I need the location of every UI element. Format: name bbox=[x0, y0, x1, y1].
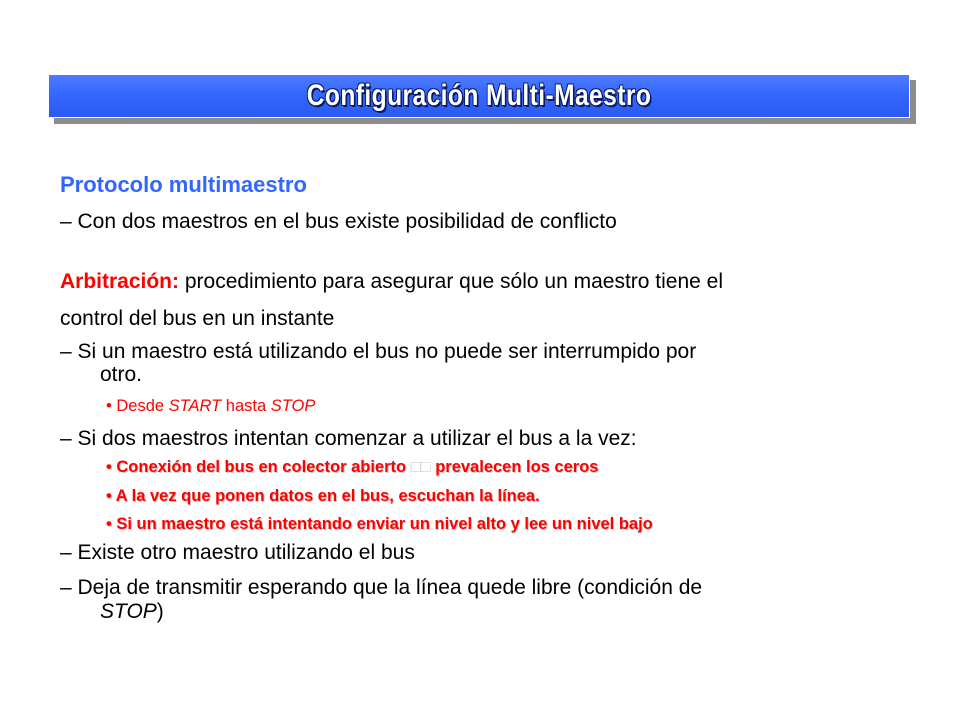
point-1-sub-bullet bbox=[106, 397, 315, 416]
sub-text-mid: hasta bbox=[221, 397, 271, 415]
sub-text: Si un maestro está intentando enviar un nivel alto y lee un nivel bajo bbox=[116, 515, 653, 533]
point-1-line-b: otro. bbox=[100, 363, 143, 386]
stop-keyword: STOP bbox=[100, 600, 157, 623]
arbitration-definition-1: procedimiento para asegurar que sólo un maestro tiene el bbox=[179, 270, 724, 293]
bullet-icon: • bbox=[106, 397, 112, 415]
stop-keyword: STOP bbox=[270, 397, 316, 415]
bullet-icon: • bbox=[106, 487, 112, 505]
arbitration-term: Arbitración: bbox=[60, 270, 180, 293]
point-4-line-a: – Deja de transmitir esperando que la línea quede libre (condición de bbox=[60, 576, 703, 599]
sub-text-pre: Desde bbox=[111, 397, 169, 415]
point-2-sub-bullet-1 bbox=[106, 458, 598, 477]
point-1-line-a: – Si un maestro está utilizando el bus no puede ser interrumpido por bbox=[60, 340, 697, 363]
bullet-icon: • bbox=[106, 458, 112, 476]
slide-title: Configuración Multi-Maestro bbox=[306, 79, 652, 112]
arbitration-line-1 bbox=[60, 270, 723, 294]
bullet-icon: • bbox=[106, 515, 112, 533]
sub-text: Conexión del bus en colector abierto bbox=[116, 458, 407, 476]
point-2-sub-bullet-2 bbox=[106, 487, 540, 506]
arbitration-line-2: control del bus en un instante bbox=[60, 307, 335, 330]
point-2-sub-bullet-3 bbox=[106, 515, 653, 534]
point-2-line: – Si dos maestros intentan comenzar a utilizar el bus a la vez: bbox=[60, 427, 637, 450]
sub-text: A la vez que ponen datos en el bus, escuchan la línea. bbox=[115, 487, 540, 505]
closing-paren: ) bbox=[156, 600, 164, 623]
start-keyword: START bbox=[168, 397, 222, 415]
point-3-line: – Existe otro maestro utilizando el bus bbox=[60, 541, 415, 564]
section-heading: Protocolo multimaestro bbox=[60, 172, 307, 197]
placeholder-glyph-icon: □□ bbox=[406, 458, 436, 476]
sub-text-b: prevalecen los ceros bbox=[435, 458, 599, 476]
point-4-line-b bbox=[100, 600, 164, 624]
conflict-line: – Con dos maestros en el bus existe posibilidad de conflicto bbox=[60, 210, 617, 233]
